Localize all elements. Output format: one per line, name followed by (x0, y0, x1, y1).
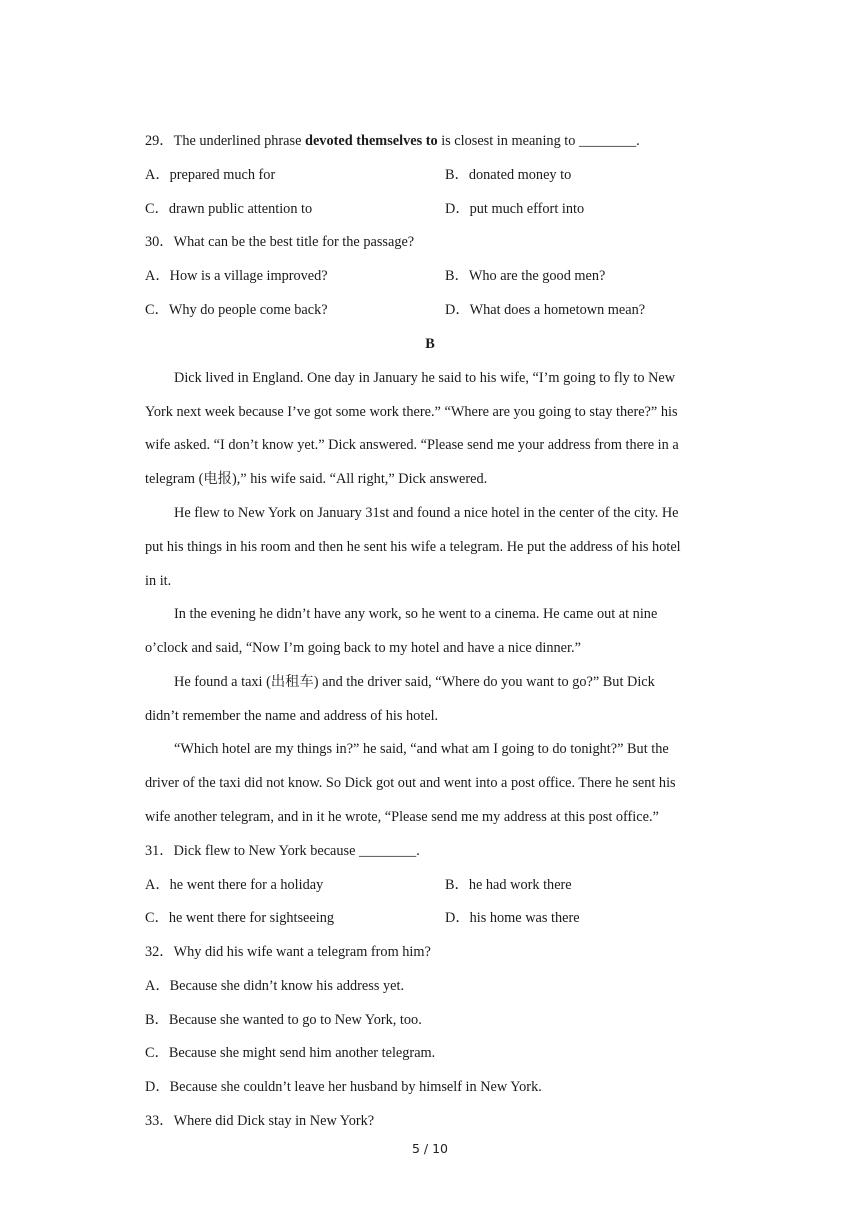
question-30-option-c: C．Why do people come back? (145, 302, 328, 318)
question-31-option-d: D．his home was there (445, 910, 580, 926)
question-29-option-b: B．donated money to (445, 167, 572, 183)
question-31-stem: 31．Dick flew to New York because ________. (145, 843, 420, 859)
passage-line: didn’t remember the name and address of his hotel. (145, 708, 439, 724)
question-29-option-d: D．put much effort into (445, 201, 585, 217)
passage-line: telegram (电报),” his wife said. “All right,” Dick answered. (145, 471, 488, 487)
passage-line: in it. (145, 573, 172, 589)
question-29-stem-pre: 29．The underlined phrase (145, 133, 305, 149)
question-29-bold-phrase: devoted themselves to (305, 133, 438, 149)
question-29-stem-post: is closest in meaning to ________. (437, 133, 640, 149)
question-31-option-b: B．he had work there (445, 877, 572, 893)
passage-line: Dick lived in England. One day in January he said to his wife, “I’m going to fly to New (174, 370, 676, 386)
question-32-stem: 32．Why did his wife want a telegram from him? (145, 944, 431, 960)
passage-line: o’clock and said, “Now I’m going back to my hotel and have a nice dinner.” (145, 640, 581, 656)
question-30-stem: 30．What can be the best title for the passage? (145, 234, 415, 250)
question-30-option-b: B．Who are the good men? (445, 268, 606, 284)
question-32-option-a: A．Because she didn’t know his address yet. (145, 978, 405, 994)
question-29-option-c: C．drawn public attention to (145, 201, 313, 217)
passage-line: driver of the taxi did not know. So Dick got out and went into a post office. There he sent his (145, 775, 676, 791)
passage-line: He flew to New York on January 31st and found a nice hotel in the center of the city. He (174, 505, 679, 521)
question-30-option-a: A．How is a village improved? (145, 268, 328, 284)
page-number: 5 / 10 (411, 1141, 449, 1156)
passage-line: In the evening he didn’t have any work, so he went to a cinema. He came out at nine (174, 606, 658, 622)
question-31-option-c: C．he went there for sightseeing (145, 910, 334, 926)
question-31-option-a: A．he went there for a holiday (145, 877, 324, 893)
question-33-stem: 33．Where did Dick stay in New York? (145, 1113, 375, 1129)
question-30-option-d: D．What does a hometown mean? (445, 302, 646, 318)
section-title: B (425, 336, 435, 352)
question-32-option-c: C．Because she might send him another telegram. (145, 1045, 436, 1061)
passage-line: York next week because I’ve got some work there.” “Where are you going to stay there?” his (145, 404, 678, 420)
question-29-option-a: A．prepared much for (145, 167, 276, 183)
passage-line: He found a taxi (出租车) and the driver said, “Where do you want to go?” But Dick (174, 674, 655, 690)
passage-line: wife asked. “I don’t know yet.” Dick answered. “Please send me your address from there in a (145, 437, 679, 453)
question-32-option-d: D．Because she couldn’t leave her husband by himself in New York. (145, 1079, 542, 1095)
passage-line: wife another telegram, and in it he wrote, “Please send me my address at this post office.” (145, 809, 659, 825)
passage-line: put his things in his room and then he sent his wife a telegram. He put the address of his hotel (145, 539, 681, 555)
question-29-stem (145, 131, 640, 151)
passage-line: “Which hotel are my things in?” he said, “and what am I going to do tonight?” But the (174, 741, 669, 757)
question-32-option-b: B．Because she wanted to go to New York, too. (145, 1012, 422, 1028)
